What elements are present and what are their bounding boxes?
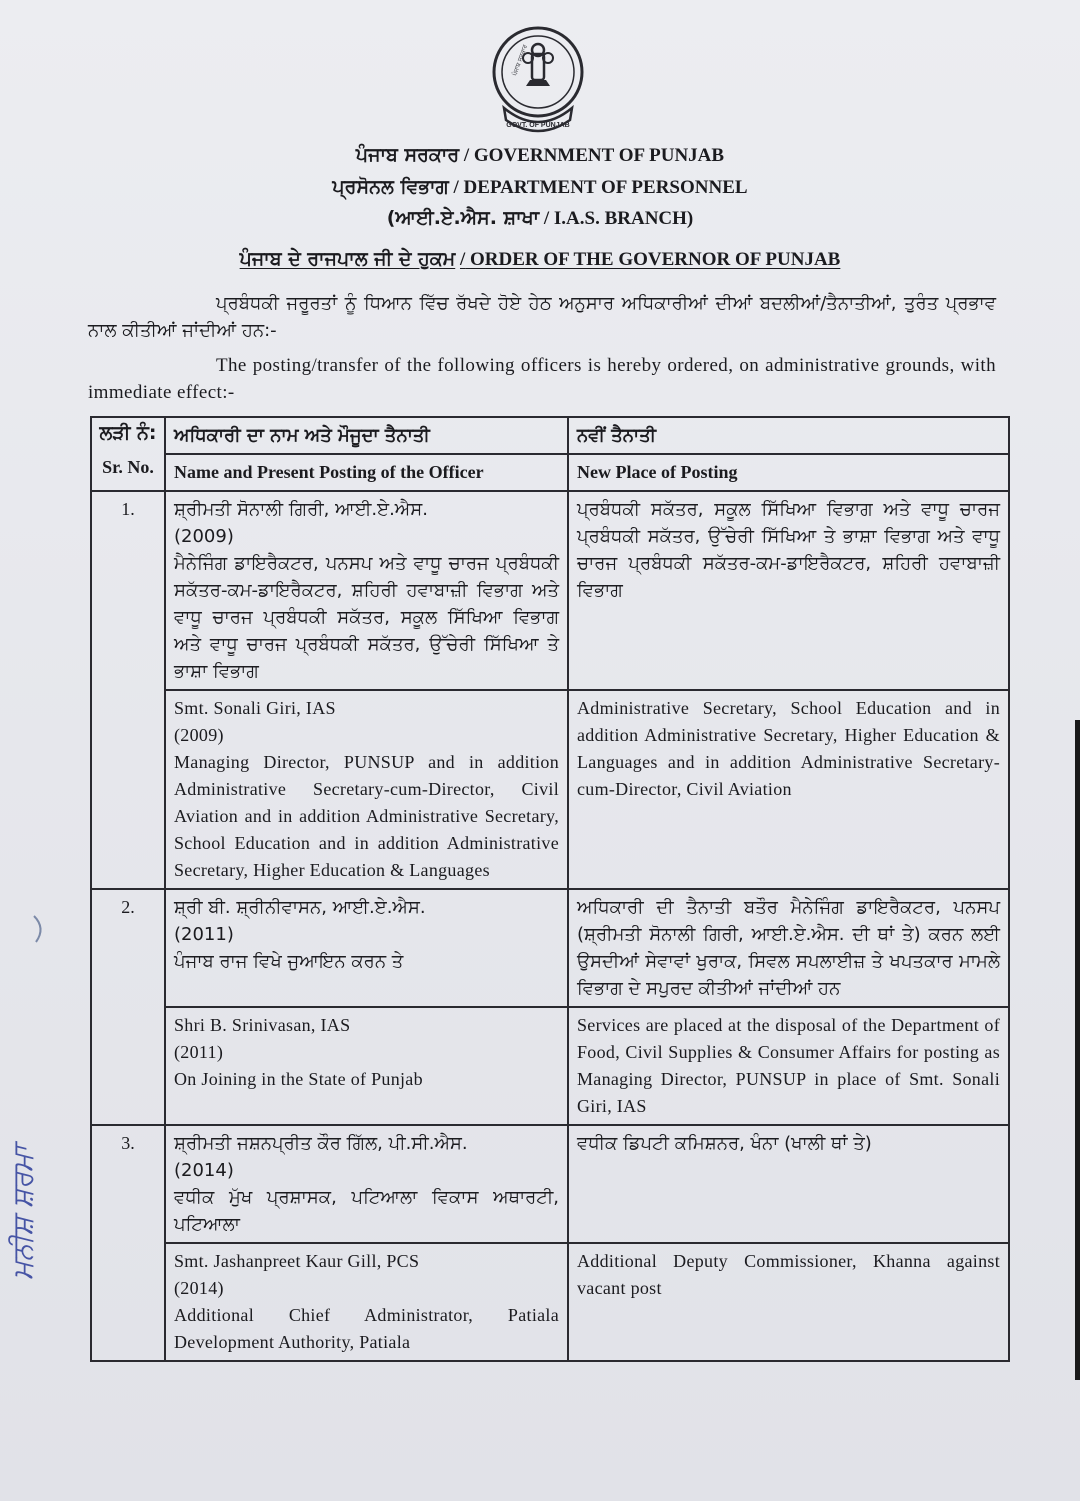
row-2-new-pa: ਅਧਿਕਾਰੀ ਦੀ ਤੈਨਾਤੀ ਬਤੌਰ ਮੈਨੇਜਿੰਗ ਡਾਇਰੈਕਟਰ, ਪਨਸਪ (ਸ਼੍ਰੀਮਤੀ ਸੋਨਾਲੀ ਗਿਰੀ, ਆਈ.ਏ.ਐਸ. ਦੀ ਥਾਂ ਤੇ) ਕਰਨ ਲਈ ਉਸਦੀਆਂ ਸੇਵਾਵਾਂ ਖੁਰਾਕ, ਸਿਵਲ ਸਪਲਾਈਜ਼ ਤੇ ਖਪਤਕਾਰ ਮਾਮਲੇ ਵਿਭਾਗ ਦੇ ਸਪੁਰਦ ਕੀਤੀਆਂ ਜਾਂਦੀਆਂ ਹਨ	[568, 889, 1009, 1007]
header-line-department	[0, 176, 1080, 199]
row-2-batch-en: (2011)	[174, 1042, 224, 1062]
row-3-posting-en: Additional Chief Administrator, Patiala Development Authority, Patiala	[174, 1305, 559, 1352]
order-title-pa: ਪੰਜਾਬ ਦੇ ਰਾਜਪਾਲ ਜੀ ਦੇ ਹੁਕਮ	[239, 248, 456, 270]
row-1-new-pa: ਪ੍ਰਬੰਧਕੀ ਸਕੱਤਰ, ਸਕੂਲ ਸਿੱਖਿਆ ਵਿਭਾਗ ਅਤੇ ਵਾਧੂ ਚਾਰਜ ਪ੍ਰਬੰਧਕੀ ਸਕੱਤਰ, ਉੱਚੇਰੀ ਸਿੱਖਿਆ ਤੇ ਭਾਸ਼ਾ ਵਿਭਾਗ ਅਤੇ ਵਾਧੂ ਚਾਰਜ ਪ੍ਰਬੰਧਕੀ ਸਕੱਤਰ-ਕਮ-ਡਾਇਰੈਕਟਰ, ਸ਼ਹਿਰੀ ਹਵਾਬਾਜ਼ੀ ਵਿਭਾਗ	[568, 491, 1009, 690]
row-3-posting-pa: ਵਧੀਕ ਮੁੱਖ ਪ੍ਰਸ਼ਾਸਕ, ਪਟਿਆਲਾ ਵਿਕਾਸ ਅਥਾਰਟੀ, ਪਟਿਆਲਾ	[174, 1187, 559, 1235]
header-line1-pa: ਪੰਜਾਬ ਸਰਕਾਰ	[355, 144, 460, 166]
row-3-name-pa-line: ਸ਼੍ਰੀਮਤੀ ਜਸ਼ਨਪ੍ਰੀਤ ਕੌਰ ਗਿੱਲ, ਪੀ.ਸੀ.ਐਸ.	[174, 1133, 468, 1154]
row-2-posting-en: On Joining in the State of Punjab	[174, 1069, 423, 1089]
row-2-name-en-line: Shri B. Srinivasan, IAS	[174, 1015, 351, 1035]
order-title	[0, 248, 1080, 271]
row-3-name-pa	[165, 1125, 568, 1243]
emblem-caption: GOVT. OF PUNJAB	[506, 122, 570, 129]
table-row	[91, 1243, 1009, 1361]
row-1-name-en-line: Smt. Sonali Giri, IAS	[174, 698, 336, 718]
posting-orders-table	[90, 416, 1010, 1362]
intro-en-line1: The posting/transfer of the following officers is hereby ordered, on administrative	[216, 355, 880, 376]
header-line2-pa: ਪ੍ਰਸੋਨਲ ਵਿਭਾਗ	[332, 176, 449, 198]
intro-paragraph-en	[88, 352, 996, 406]
row-1-posting-en: Managing Director, PUNSUP and in addition Administrative Secretary-cum-Director, Civil Aviation and in addition Administrative Secretary, School Education and in addition Administrative Secretary, Higher Education & Languages	[174, 752, 559, 880]
row-3-batch-en: (2014)	[174, 1278, 224, 1298]
handwritten-margin-note: ਮਨੀਸ਼ ਸ਼ਰਮਾ	[6, 1145, 39, 1280]
row-2-new-en: Services are placed at the disposal of the Department of Food, Civil Supplies & Consumer Affairs for posting as Managing Director, PUNSUP in place of Smt. Sonali Giri, IAS	[568, 1007, 1009, 1125]
header-name-en: Name and Present Posting of the Officer	[165, 454, 568, 491]
header-sr-pa: ਲੜੀ ਨੰ:	[91, 417, 165, 454]
intro-pa-line1: ਪ੍ਰਬੰਧਕੀ ਜਰੂਰਤਾਂ ਨੂੰ ਧਿਆਨ ਵਿੱਚ ਰੱਖਦੇ ਹੋਏ ਹੇਠ ਅਨੁਸਾਰ ਅਧਿਕਾਰੀਆਂ ਦੀਆਂ ਬਦਲੀਆਂ/ਤੈਨਾਤੀਆਂ, ਤੁਰੰਤ	[216, 293, 939, 314]
table-header-row-pa	[91, 417, 1009, 454]
header-separator: /	[463, 145, 470, 166]
header-new-pa: ਨਵੀਂ ਤੈਨਾਤੀ	[568, 417, 1009, 454]
row-3-sr: 3.	[91, 1125, 165, 1361]
govt-of-punjab-emblem-icon	[486, 24, 590, 136]
row-2-name-pa	[165, 889, 568, 1007]
table-row	[91, 491, 1009, 690]
intro-en-line2: grounds, with immediate effect:-	[88, 355, 997, 403]
order-title-separator: /	[459, 249, 466, 270]
table-row	[91, 690, 1009, 889]
header-separator: /	[453, 177, 459, 198]
header-line3-pa: (ਆਈ.ਏ.ਐਸ. ਸ਼ਾਖਾ	[386, 207, 540, 229]
order-title-en: ORDER OF THE GOVERNOR OF PUNJAB	[470, 249, 841, 270]
row-1-sr: 1.	[91, 491, 165, 889]
row-2-name-pa-line: ਸ਼੍ਰੀ ਬੀ. ਸ਼੍ਰੀਨੀਵਾਸਨ, ਆਈ.ਏ.ਐਸ.	[174, 897, 426, 918]
table-row	[91, 1007, 1009, 1125]
intro-paragraph-pa	[88, 290, 996, 344]
intro-pa-line2: ਪ੍ਰਭਾਵ ਨਾਲ ਕੀਤੀਆਂ ਜਾਂਦੀਆਂ ਹਨ:-	[88, 293, 996, 341]
row-3-new-pa: ਵਧੀਕ ਡਿਪਟੀ ਕਮਿਸ਼ਨਰ, ਖੰਨਾ (ਖਾਲੀ ਥਾਂ ਤੇ)	[568, 1125, 1009, 1243]
row-2-posting-pa: ਪੰਜਾਬ ਰਾਜ ਵਿਖੇ ਜੁਆਇਨ ਕਰਨ ਤੇ	[174, 951, 404, 972]
header-separator: /	[543, 208, 550, 229]
row-2-sr: 2.	[91, 889, 165, 1125]
row-1-posting-pa: ਮੈਨੇਜਿੰਗ ਡਾਇਰੈਕਟਰ, ਪਨਸਪ ਅਤੇ ਵਾਧੂ ਚਾਰਜ ਪ੍ਰਬੰਧਕੀ ਸਕੱਤਰ-ਕਮ-ਡਾਇਰੈਕਟਰ, ਸ਼ਹਿਰੀ ਹਵਾਬਾਜ਼ੀ ਵਿਭਾਗ ਅਤੇ ਵਾਧੂ ਚਾਰਜ ਪ੍ਰਬੰਧਕੀ ਸਕੱਤਰ, ਸਕੂਲ ਸਿੱਖਿਆ ਵਿਭਾਗ ਅਤੇ ਵਾਧੂ ਚਾਰਜ ਪ੍ਰਬੰਧਕੀ ਸਕੱਤਰ, ਉੱਚੇਰੀ ਸਿੱਖਿਆ ਤੇ ਭਾਸ਼ਾ ਵਿਭਾਗ	[174, 553, 559, 682]
row-1-new-en: Administrative Secretary, School Education and in addition Administrative Secretary, Higher Education & Languages and in addition Administrative Secretary-cum-Director, Civil Aviation	[568, 690, 1009, 889]
header-line2-en: DEPARTMENT OF PERSONNEL	[463, 177, 748, 198]
header-line1-en: GOVERNMENT OF PUNJAB	[473, 145, 725, 166]
emblem-top-text: ਪੰਜਾਬ ਸਰਕਾਰ	[511, 43, 529, 77]
row-1-batch-en: (2009)	[174, 725, 224, 745]
header-name-pa: ਅਧਿਕਾਰੀ ਦਾ ਨਾਮ ਅਤੇ ਮੌਜੂਦਾ ਤੈਨਾਤੀ	[165, 417, 568, 454]
header-line-government	[0, 144, 1080, 167]
table-row	[91, 889, 1009, 1007]
row-3-name-en	[165, 1243, 568, 1361]
row-1-name-pa	[165, 491, 568, 690]
row-3-new-en: Additional Deputy Commissioner, Khanna against vacant post	[568, 1243, 1009, 1361]
row-1-name-pa-line: ਸ਼੍ਰੀਮਤੀ ਸੋਨਾਲੀ ਗਿਰੀ, ਆਈ.ਏ.ਐਸ.	[174, 499, 428, 520]
header-new-en: New Place of Posting	[568, 454, 1009, 491]
table-row	[91, 1125, 1009, 1243]
header-line-branch	[0, 207, 1080, 230]
row-3-name-en-line: Smt. Jashanpreet Kaur Gill, PCS	[174, 1251, 420, 1271]
pencil-mark-icon	[30, 912, 50, 946]
row-2-batch-pa: (2011)	[174, 924, 234, 945]
row-2-name-en	[165, 1007, 568, 1125]
header-line3-en: I.A.S. BRANCH)	[553, 208, 694, 229]
header-sr-en: Sr. No.	[91, 454, 165, 491]
row-3-batch-pa: (2014)	[174, 1160, 234, 1181]
table-header-row-en	[91, 454, 1009, 491]
row-1-batch-pa: (2009)	[174, 526, 234, 547]
row-1-name-en	[165, 690, 568, 889]
scan-edge-shadow	[1075, 720, 1080, 1380]
